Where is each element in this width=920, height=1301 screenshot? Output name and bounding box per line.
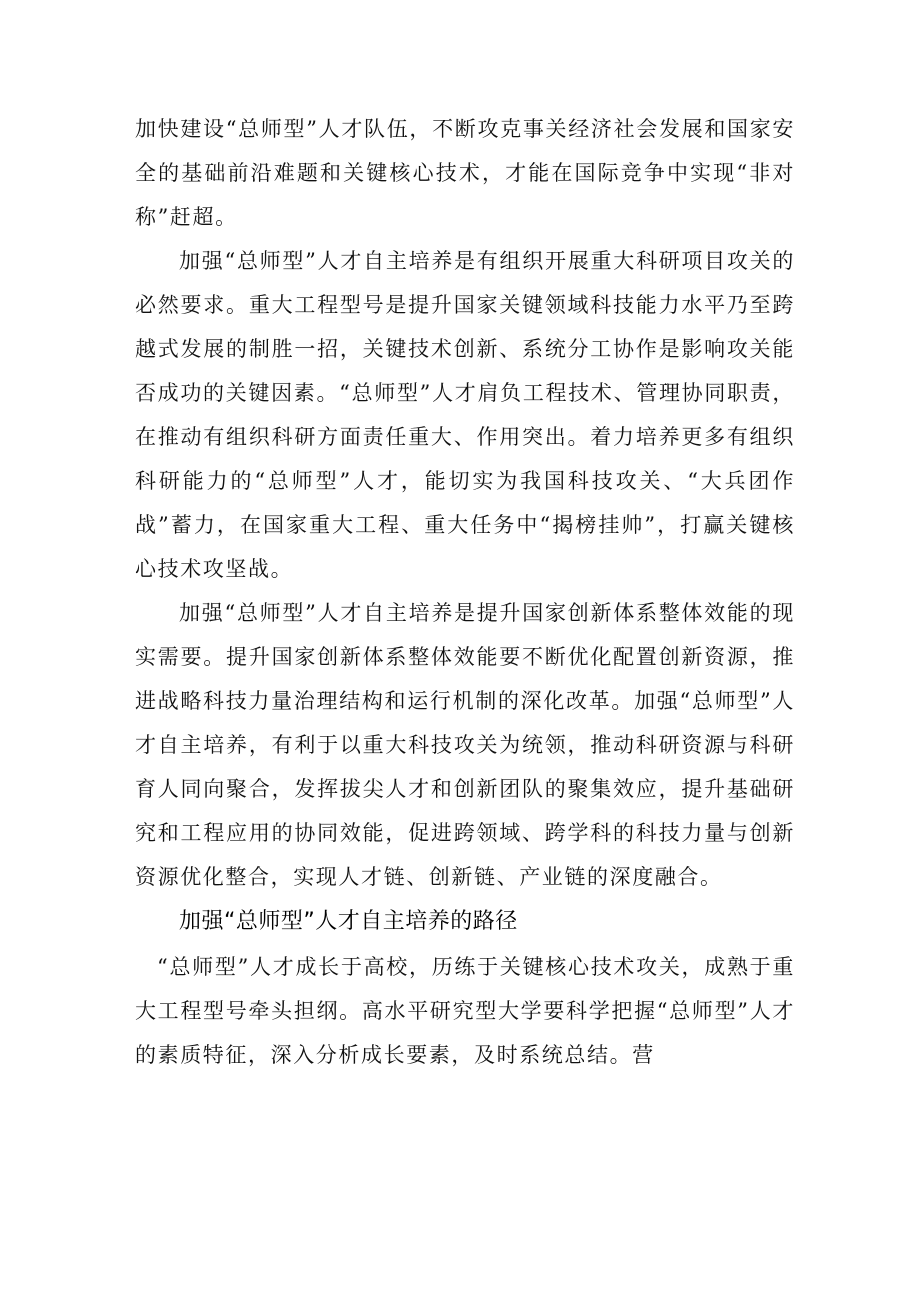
paragraph-innovation-system: 加强“总师型”人才自主培养是提升国家创新体系整体效能的现实需要。提升国家创新体系整体效能要不断优化配置创新资源，推进战略科技力量治理结构和运行机制的深化改革。加强“总师型”人才自主培养，有利于以重大科技攻关为统领，推动科研资源与科研育人同向聚合，发挥拔尖人才和创新团队的聚集效应，提升基础研究和工程应用的协同效能，促进跨领域、跨学科的科技力量与创新资源优化整合，实现人才链、创新链、产业链的深度融合。 — [135, 601, 795, 889]
paragraph-continued: 加快建设“总师型”人才队伍，不断攻克事关经济社会发展和国家安全的基础前沿难题和关键核心技术，才能在国际竞争中实现“非对称”赶超。 — [135, 117, 795, 229]
section-heading: 加强“总师型”人才自主培养的路径 — [179, 909, 518, 934]
paragraph-organized-research: 加强“总师型”人才自主培养是有组织开展重大科研项目攻关的必然要求。重大工程型号是提升国家关键领域科技能力水平乃至跨越式发展的制胜一招，关键技术创新、系统分工协作是影响攻关能否成功的关键因素。“总师型”人才肩负工程技术、管理协同职责，在推动有组织科研方面责任重大、作用突出。着力培养更多有组织科研能力的“总师型”人才，能切实为我国科技攻关、“大兵团作战”蓄力，在国家重大工程、重大任务中“揭榜挂帅”，打赢关键核心技术攻坚战。 — [135, 249, 795, 581]
document-body — [135, 107, 795, 1077]
paragraph-training-path: “总师型”人才成长于高校，历练于关键核心技术攻关，成熟于重大工程型号牵头担纲。高水平研究型大学要科学把握“总师型”人才的素质特征，深入分析成长要素，及时系统总结。营 — [135, 955, 795, 1067]
